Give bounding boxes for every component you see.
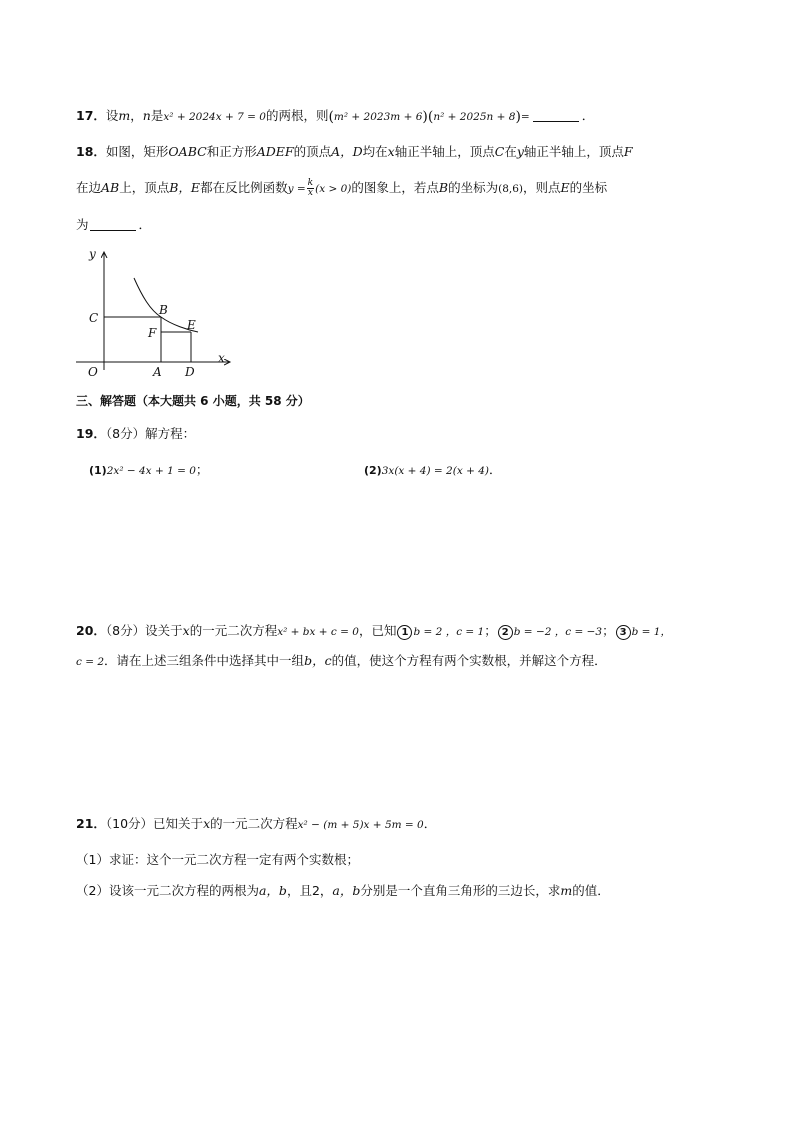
- question-21-sub-1: （1）求证：这个一元二次方程一定有两个实数根；: [76, 852, 359, 867]
- question-18-line-1: 18．如图，矩形OABC和正方形ADEF的顶点A，D均在x轴正半轴上，顶点C在y轴正半轴上，顶点F: [76, 144, 633, 159]
- question-20-line-2: c = 2．请在上述三组条件中选择其中一组b，c的值，使这个方程有两个实数根，并解这个方程．: [76, 653, 607, 668]
- question-number: 19．: [76, 426, 106, 441]
- equation: x² + bx + c = 0: [277, 626, 359, 638]
- question-21: 21．（10分）已知关于x的一元二次方程x² − (m + 5)x + 5m = 0．: [76, 816, 437, 831]
- question-number: 17．: [76, 108, 106, 123]
- question-number: 18．: [76, 144, 106, 159]
- equation: 2x² − 4x + 1 = 0: [106, 465, 196, 477]
- label-e: E: [187, 318, 196, 332]
- option-marker-3: 3: [616, 625, 631, 640]
- question-20-line-1: 20．（8分）设关于x的一元二次方程x² + bx + c = 0，已知 1 b = 2 ，c = 1； 2 b = −2 ，c = −3； 3 b = 1，: [76, 623, 671, 638]
- label-b: B: [159, 303, 168, 317]
- label-x: x: [218, 351, 225, 365]
- q18-figure: [70, 240, 245, 385]
- option-marker-1: 1: [397, 625, 412, 640]
- label-y: y: [89, 247, 96, 261]
- label-c: C: [89, 311, 99, 325]
- question-number: 21．: [76, 816, 106, 831]
- question-19: 19．（8分）解方程：: [76, 426, 196, 441]
- label-d: D: [185, 365, 195, 379]
- point-b-coordinates: (8,6): [498, 183, 524, 195]
- question-18-line-3: 为 ．: [76, 217, 152, 232]
- option-marker-2: 2: [498, 625, 513, 640]
- label-o: O: [88, 365, 98, 379]
- expression-a: m² + 2023m + 6: [333, 111, 423, 123]
- label-a: A: [153, 365, 162, 379]
- question-number: 20．: [76, 623, 106, 638]
- equation: x² − (m + 5)x + 5m = 0: [297, 819, 424, 831]
- answer-blank: [90, 218, 136, 231]
- equation: 3x(x + 4) = 2(x + 4): [381, 465, 490, 477]
- fraction-k-over-x: $\frac{k}{x}$: [307, 178, 314, 198]
- question-17: 17．设m，n是x² + 2024x + 7 = 0的两根，则(m² + 2023m + 6)(n² + 2025n + 8)= ．: [76, 108, 595, 125]
- equation: x² + 2024x + 7 = 0: [163, 111, 266, 123]
- section-heading: 三、解答题（本大题共 6 小题，共 58 分）: [76, 394, 310, 408]
- answer-blank: [533, 109, 579, 122]
- question-19-part-2: (2)3x(x + 4) = 2(x + 4)．: [364, 462, 502, 477]
- label-f: F: [148, 326, 157, 340]
- question-21-sub-2: （2）设该一元二次方程的两根为a，b，且2，a，b分别是一个直角三角形的三边长，求m的值．: [76, 883, 610, 898]
- question-19-part-1: (1)2x² − 4x + 1 = 0；: [89, 462, 209, 477]
- question-18-line-2: 在边AB上，顶点B，E都在反比例函数y = $\frac{k}{x}$ (x > 0)的图象上，若点B的坐标为(8,6)，则点E的坐标: [76, 178, 608, 198]
- expression-b: n² + 2025n + 8: [433, 111, 516, 123]
